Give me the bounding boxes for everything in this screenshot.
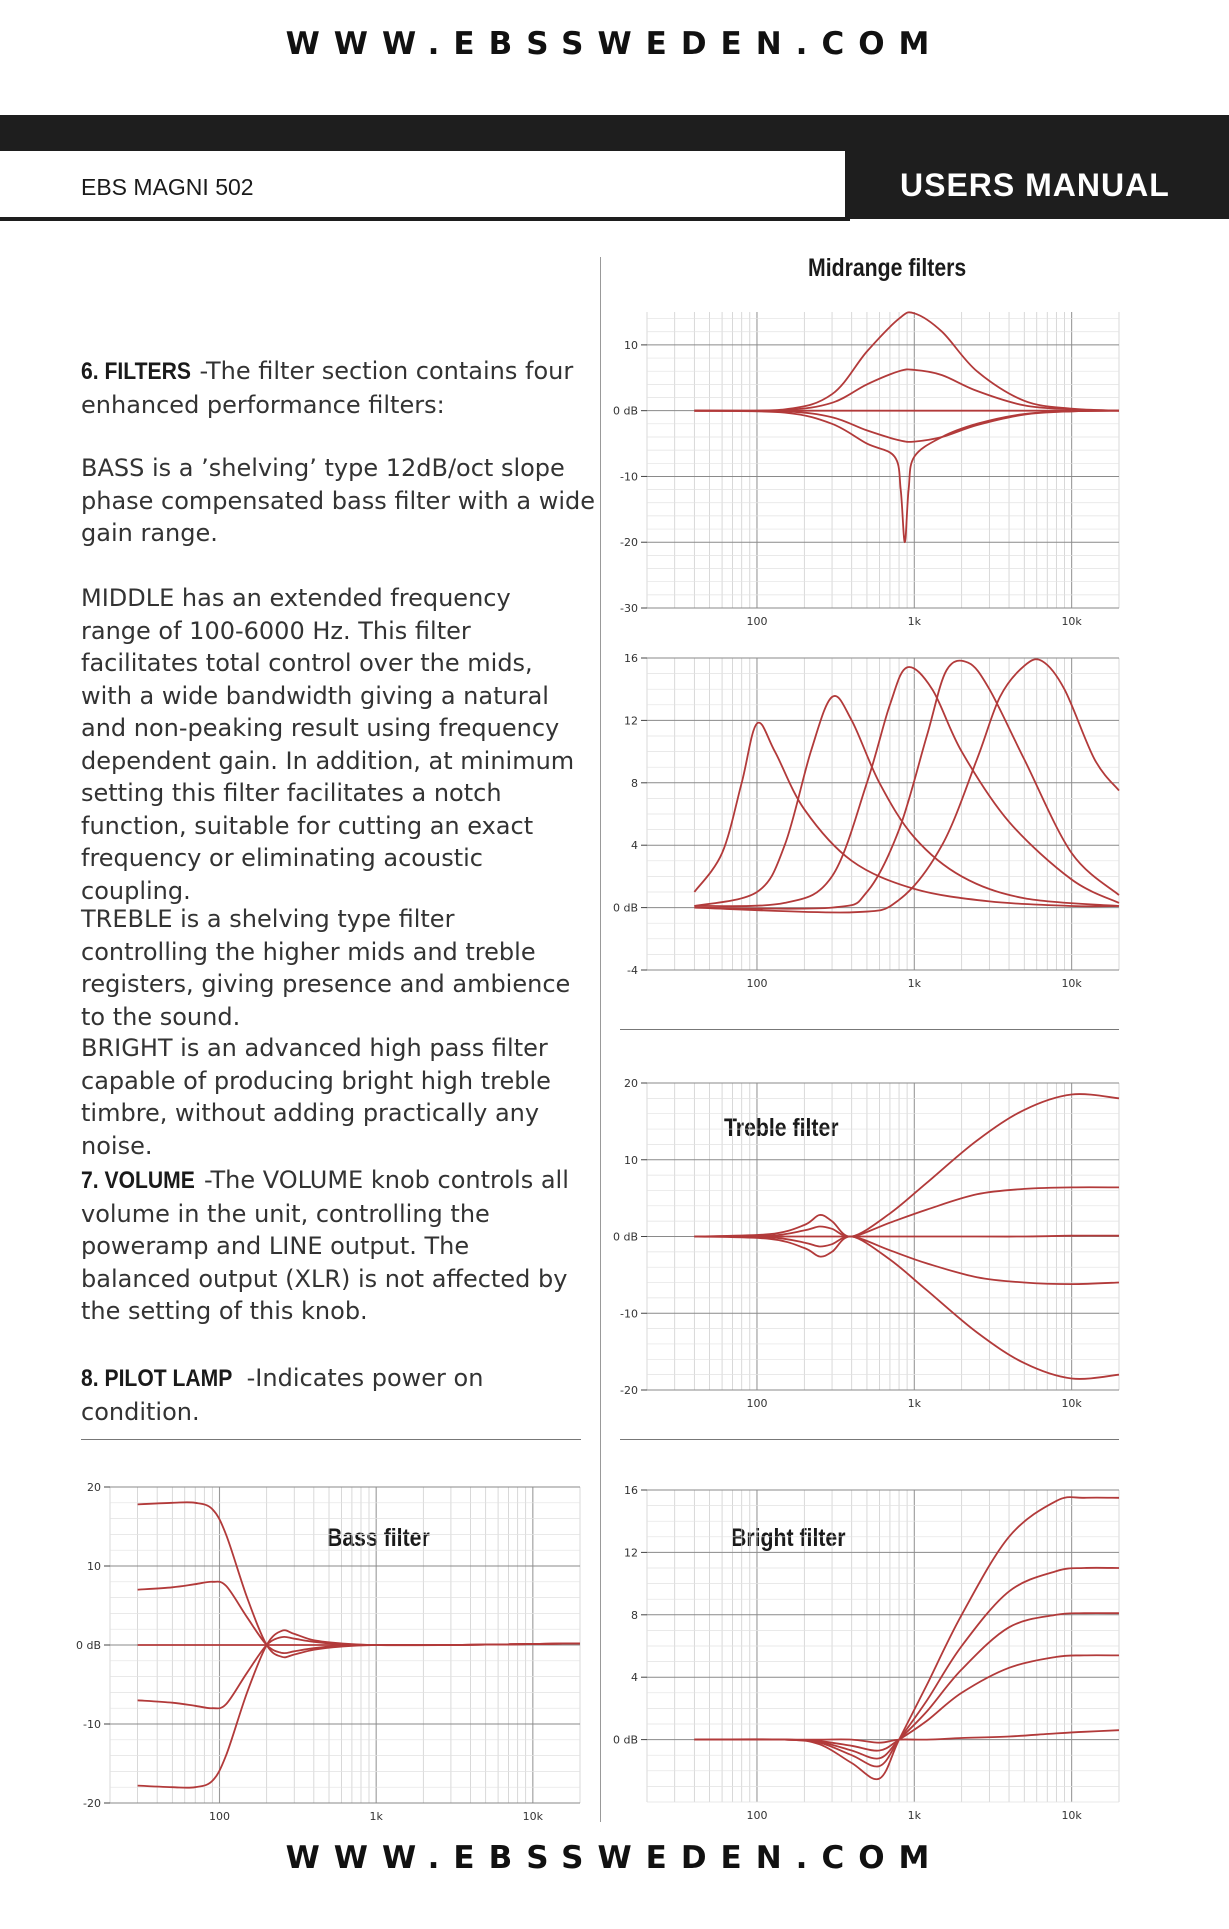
- x-tick-label: 10k: [1061, 1397, 1082, 1410]
- response-curve-2: [694, 369, 1119, 410]
- response-curve-2: [694, 1568, 1119, 1767]
- response-curve-4: [694, 1655, 1119, 1750]
- pilot-text: -Indicates power on condition.: [81, 1364, 484, 1426]
- filters-intro: [81, 355, 601, 421]
- y-tick-label: -20: [620, 536, 638, 550]
- header-underline: [0, 217, 850, 221]
- x-tick-label: 10k: [1061, 1809, 1082, 1822]
- response-curve-4: [694, 1236, 1119, 1284]
- response-curve-3: [694, 411, 1119, 442]
- y-tick-label: 20: [87, 1481, 101, 1494]
- y-tick-label: 8: [631, 1608, 638, 1622]
- x-tick-label: 1k: [907, 1397, 921, 1410]
- y-tick-label: 10: [87, 1560, 101, 1573]
- x-tick-label: 1k: [907, 615, 921, 628]
- y-tick-label: 0 dB: [612, 404, 638, 418]
- bright-description: BRIGHT is an advanced high pass filter capable of producing bright high treble timbre, without adding practically any noise.: [81, 1034, 551, 1160]
- response-curve-4: [138, 1637, 580, 1709]
- response-curve-5: [138, 1630, 580, 1788]
- x-tick-label: 100: [746, 615, 768, 628]
- y-tick-label: -30: [620, 602, 638, 615]
- x-tick-label: 10k: [522, 1810, 544, 1823]
- rule-right-1: [620, 1029, 1119, 1030]
- rule-left: [81, 1439, 581, 1440]
- volume-text: -The VOLUME knob controls all volume in the unit, controlling the poweramp and LINE output. The balanced output (XLR) is not affected by the setting of this knob.: [81, 1166, 569, 1325]
- response-curve-2: [138, 1582, 580, 1654]
- response-curve-1: [694, 312, 1119, 411]
- x-tick-label: 1k: [369, 1810, 383, 1823]
- y-tick-label: 8: [631, 776, 638, 790]
- y-tick-label: 0 dB: [612, 1230, 638, 1244]
- y-tick-label: -10: [620, 470, 638, 484]
- y-tick-label: -20: [620, 1384, 638, 1397]
- x-tick-label: 10k: [1061, 977, 1082, 990]
- product-name: EBS MAGNI 502: [81, 174, 254, 200]
- y-tick-label: -4: [627, 964, 638, 977]
- pilot-heading: 8. PILOT LAMP: [81, 1365, 233, 1392]
- website-url-header: WWW.EBSSWEDEN.COM: [285, 26, 944, 62]
- website-url-footer: WWW.EBSSWEDEN.COM: [285, 1840, 944, 1876]
- x-tick-label: 100: [209, 1810, 231, 1823]
- x-tick-label: 1k: [907, 1809, 921, 1822]
- midrange-chart-title: Midrange filters: [808, 254, 967, 282]
- filters-heading: 6. FILTERS: [81, 358, 191, 385]
- bright-chart-title: Bright filter: [731, 1524, 846, 1552]
- response-curve-4: [694, 411, 1119, 543]
- response-curve-3: [694, 1236, 1119, 1237]
- y-tick-label: -20: [83, 1797, 101, 1810]
- response-curve-3: [138, 1643, 580, 1645]
- y-tick-label: 0 dB: [612, 1733, 638, 1747]
- volume-heading: 7. VOLUME: [81, 1167, 195, 1194]
- grid: [647, 1083, 1119, 1390]
- y-tick-label: 20: [624, 1077, 638, 1090]
- response-curve-2: [694, 696, 1119, 906]
- response-curve-4: [694, 661, 1119, 909]
- y-tick-label: 16: [624, 1484, 638, 1497]
- response-curve-3: [694, 667, 1119, 906]
- x-tick-label: 100: [746, 1809, 768, 1822]
- bass-description: BASS is a ’shelving’ type 12dB/oct slope phase compensated bass filter with a wide gain range.: [81, 454, 595, 547]
- x-tick-label: 100: [746, 977, 768, 990]
- y-tick-label: 10: [624, 1153, 638, 1167]
- y-tick-label: -10: [620, 1307, 638, 1321]
- rule-right-2: [620, 1439, 1119, 1440]
- grid: [647, 1490, 1119, 1802]
- grid: [647, 312, 1119, 608]
- y-tick-label: 10: [624, 338, 638, 352]
- x-tick-label: 1k: [907, 977, 921, 990]
- users-manual-label: USERS MANUAL: [845, 151, 1229, 219]
- filters-section: [81, 355, 601, 421]
- treble-chart-title: Treble filter: [724, 1114, 839, 1142]
- y-tick-label: 16: [624, 652, 638, 665]
- middle-description: MIDDLE has an extended frequency range of 100-6000 Hz. This filter facilitates total control over the mids, with a wide bandwidth giving a natural and non-peaking result using frequency dependent gain. In addition, at minimum setting this filter facilitates a notch function, suitable for cutting an exact frequency or eliminating acoustic coupling.: [81, 584, 575, 905]
- pilot-section: [81, 1362, 601, 1428]
- x-tick-label: 100: [746, 1397, 768, 1410]
- y-tick-label: -10: [83, 1718, 101, 1731]
- response-curve-1: [694, 723, 1119, 907]
- response-curve-5: [694, 1236, 1119, 1379]
- y-tick-label: 4: [631, 1671, 638, 1685]
- y-tick-label: 12: [624, 1546, 638, 1560]
- y-tick-label: 0 dB: [612, 901, 638, 915]
- volume-section: [81, 1164, 586, 1328]
- treble-description: TREBLE is a shelving type filter controlling the higher mids and treble registers, giving presence and ambience to the sound.: [81, 905, 571, 1031]
- filters-intro-text: -The filter section contains four enhanced performance filters:: [81, 357, 574, 419]
- grid: [647, 658, 1119, 970]
- y-tick-label: 12: [624, 714, 638, 728]
- bass-chart-title: Bass filter: [327, 1524, 430, 1552]
- y-tick-label: 4: [631, 839, 638, 853]
- response-curve-5: [694, 1730, 1119, 1743]
- y-tick-label: 0 dB: [75, 1639, 101, 1652]
- response-curve-3: [694, 1613, 1119, 1758]
- x-tick-label: 10k: [1061, 615, 1082, 628]
- header-black-bar: [0, 115, 1229, 151]
- response-curve-5: [694, 659, 1119, 912]
- response-curve-2: [694, 1187, 1119, 1236]
